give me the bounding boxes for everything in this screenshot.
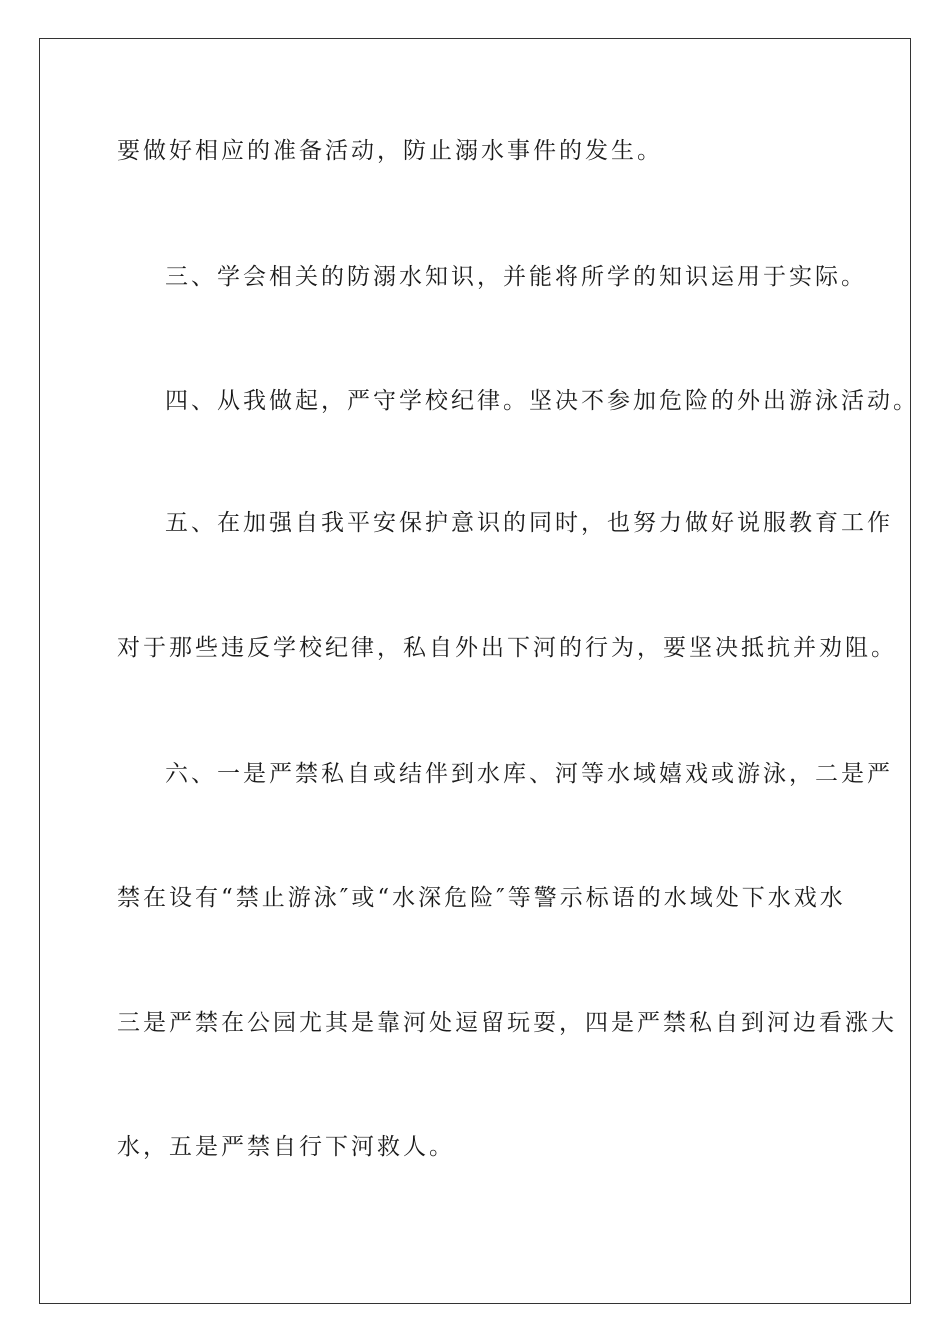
text-line-2: 三、学会相关的防溺水知识，并能将所学的知识运用于实际。 [165, 264, 867, 290]
text-line-4: 五、在加强自我平安保护意识的同时，也努力做好说服教育工作 [165, 510, 893, 536]
text-line-3: 四、从我做起，严守学校纪律。坚决不参加危险的外出游泳活动。 [165, 388, 919, 414]
text-line-6: 六、一是严禁私自或结伴到水库、河等水域嬉戏或游泳，二是严 [165, 761, 893, 787]
text-line-9: 水，五是严禁自行下河救人。 [117, 1134, 455, 1160]
text-line-1: 要做好相应的准备活动，防止溺水事件的发生。 [117, 138, 663, 164]
text-line-7: 禁在设有“禁止游泳″或“水深危险″等警示标语的水域处下水戏水 [117, 885, 846, 911]
page-border [39, 38, 911, 1304]
text-line-5: 对于那些违反学校纪律，私自外出下河的行为，要坚决抵抗并劝阻。 [117, 635, 897, 661]
text-line-8: 三是严禁在公园尤其是靠河处逗留玩耍，四是严禁私自到河边看涨大 [117, 1010, 897, 1036]
